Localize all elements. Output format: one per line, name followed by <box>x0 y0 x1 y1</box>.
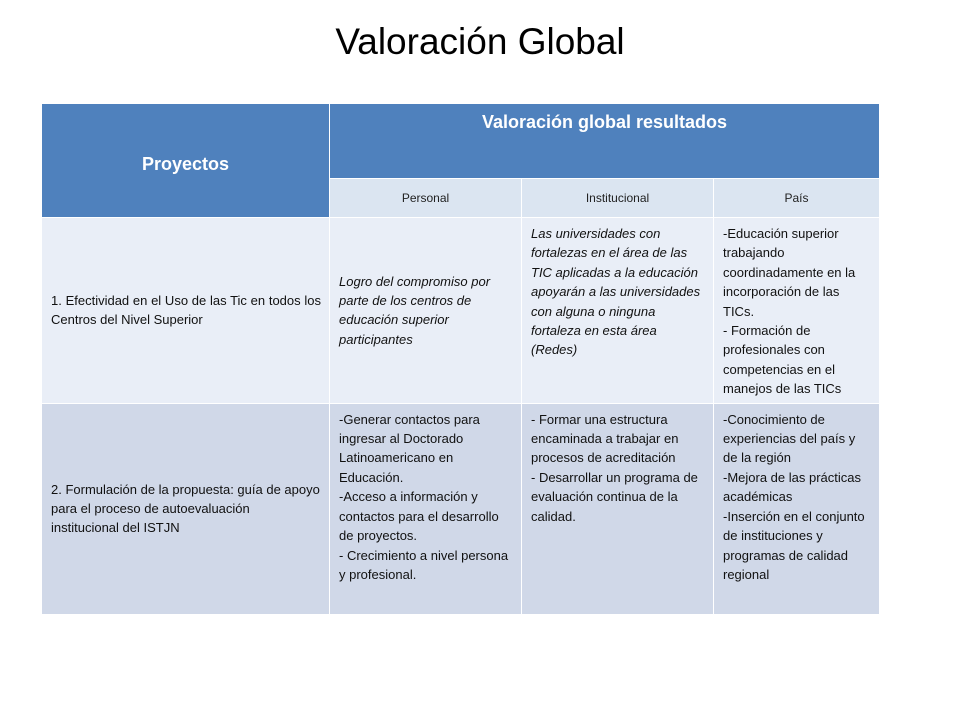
institucional-cell <box>522 403 714 614</box>
pais-text: -Educación superior trabajando coordinadamente en la incorporación de las TICs. - Formación de profesionales con competencias en el manejos de las TICs <box>723 226 856 397</box>
table-row <box>42 218 880 404</box>
personal-text: Logro del compromiso por parte de los centros de educación superior participantes <box>339 273 491 347</box>
slide-title: Valoración Global <box>335 21 625 62</box>
subheader-personal: Personal <box>330 179 522 218</box>
pais-cell <box>714 218 880 404</box>
header-results: Valoración global resultados <box>330 104 880 179</box>
pais-text: -Conocimiento de experiencias del país y de la región -Mejora de las prácticas académicas -Inserción en el conjunto de instituciones y programas de calidad regional <box>723 411 865 582</box>
personal-cell <box>330 218 522 404</box>
results-table <box>41 103 880 615</box>
project-cell <box>42 218 330 404</box>
personal-text: -Generar contactos para ingresar al Doctorado Latinoamericano en Educación. -Acceso a información y contactos para el desarrollo de proyectos. - Crecimiento a nivel persona y profesional. <box>339 411 509 582</box>
personal-cell <box>330 403 522 614</box>
header-row <box>42 104 880 179</box>
institucional-cell <box>522 218 714 404</box>
institucional-text: Las universidades con fortalezas en el área de las TIC aplicadas a la educación apoyarán a las universidades con alguna o ninguna fortaleza en esta área (Redes) <box>531 226 701 358</box>
table-row <box>42 403 880 614</box>
project-cell <box>42 403 330 614</box>
pais-cell <box>714 403 880 614</box>
project-text: 1. Efectividad en el Uso de las Tic en todos los Centros del Nivel Superior <box>51 292 321 328</box>
institucional-text: - Formar una estructura encaminada a trabajar en procesos de acreditación - Desarrollar un programa de evaluación continua de la calidad. <box>531 411 698 524</box>
subheader-institucional: Institucional <box>522 179 714 218</box>
subheader-pais: País <box>714 179 880 218</box>
header-projects: Proyectos <box>42 104 330 218</box>
project-text: 2. Formulación de la propuesta: guía de apoyo para el proceso de autoevaluación institucional del ISTJN <box>51 481 320 536</box>
